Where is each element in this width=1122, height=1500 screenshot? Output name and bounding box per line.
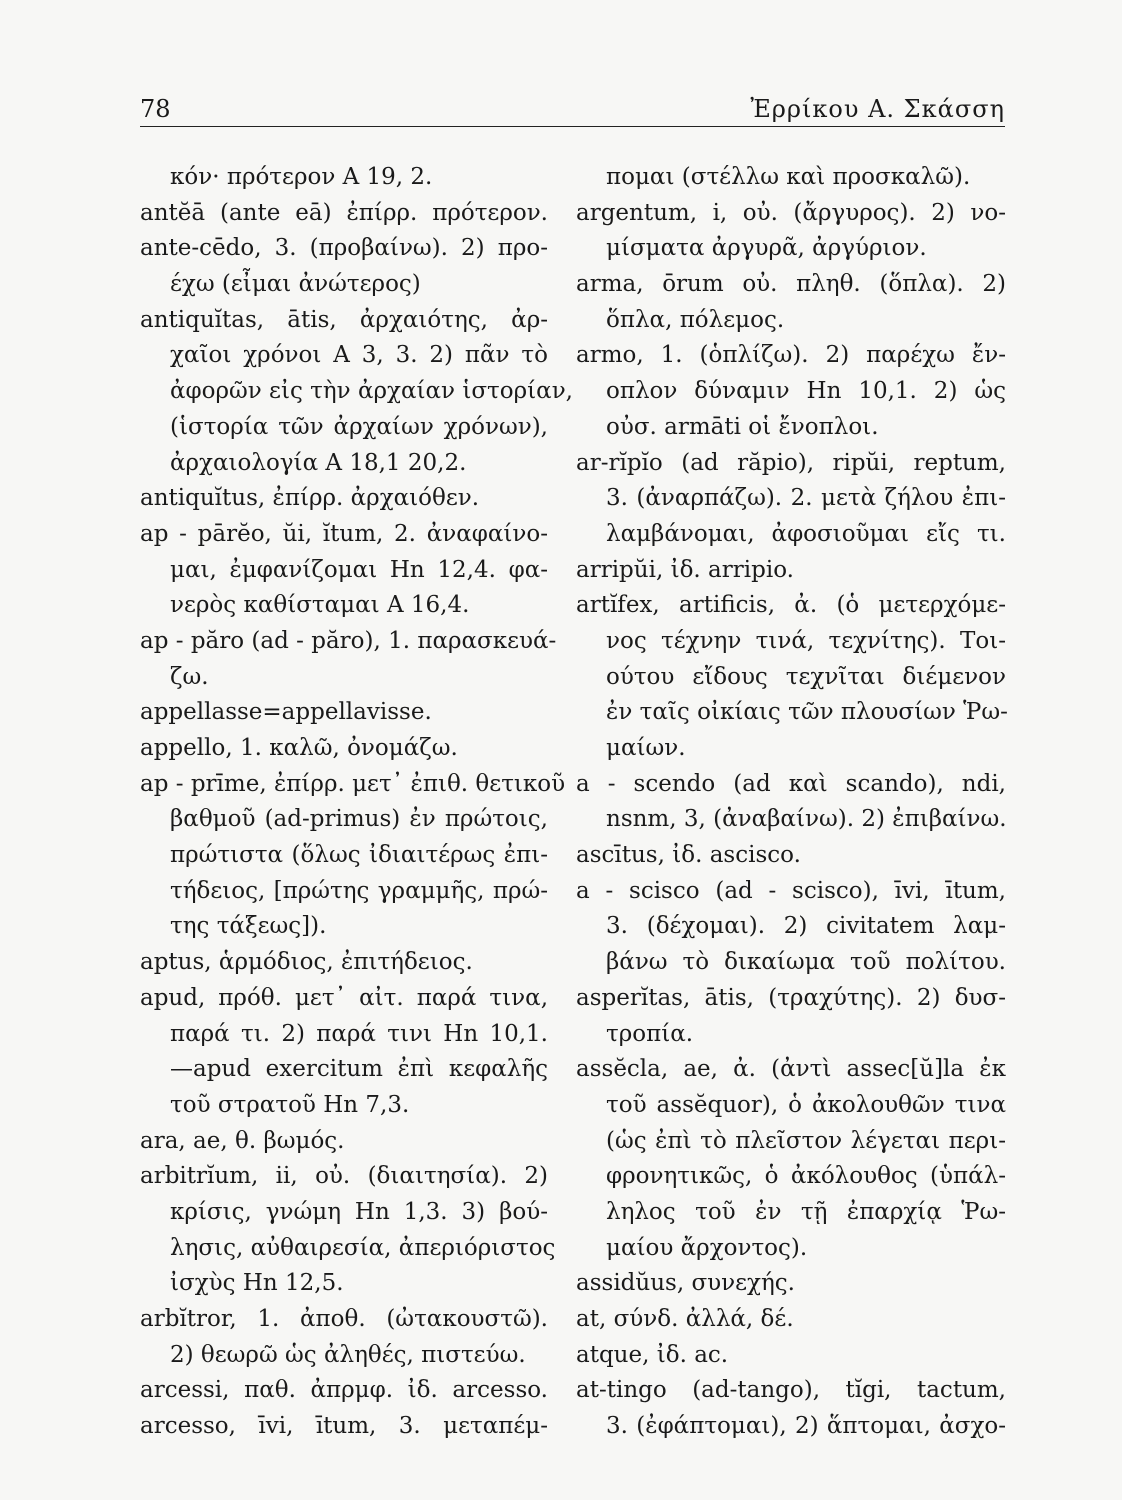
dictionary-line: τοῦ στρατοῦ Ηn 7,3.: [170, 1091, 410, 1118]
dictionary-line: τροπία.: [606, 1020, 694, 1047]
dictionary-line: ἰσχὺς Ηn 12,5.: [170, 1270, 344, 1297]
dictionary-line: της τάξεως]).: [170, 913, 327, 940]
dictionary-line: ap - pārĕo, ŭi, ĭtum, 2. ἀναφαίνο-: [140, 520, 548, 547]
dictionary-line: arcessi, παθ. ἀπρμφ. ἰδ. arcesso.: [140, 1377, 548, 1404]
header-rule: [140, 126, 1005, 127]
dictionary-line: at, σύνδ. ἀλλά, δέ.: [576, 1306, 794, 1332]
dictionary-line: ara, ae, θ. βωμός.: [140, 1127, 345, 1154]
left-column: [140, 160, 573, 1445]
dictionary-line: ούτου εἴδους τεχνῖται διέμενον: [606, 663, 1006, 690]
dictionary-line: arbĭtror, 1. ἀποθ. (ὠτακουστῶ).: [140, 1306, 548, 1332]
dictionary-line: ὅπλα, πόλεμος.: [606, 306, 785, 333]
dictionary-line: armo, 1. (ὁπλίζω). 2) παρέχω ἔν-: [576, 342, 1006, 369]
dictionary-line: ἀρχαιολογία Α 18,1 20,2.: [170, 449, 467, 476]
dictionary-line: λαμβάνομαι, ἀφοσιοῦμαι εἴς τι.: [606, 520, 1006, 547]
dictionary-line: πρώτιστα (ὅλως ἰδιαιτέρως ἐπι-: [170, 842, 548, 869]
dictionary-line: ap - prīme, ἐπίρρ. μετ᾽ ἐπιθ. θετικοῦ: [140, 770, 566, 797]
dictionary-line: appello, 1. καλῶ, ὀνομάζω.: [140, 735, 458, 761]
dictionary-line: aptus, ἁρμόδιος, ἐπιτήδειος.: [140, 949, 473, 976]
dictionary-line: βαθμοῦ (ad-primus) ἐν πρώτοις,: [170, 806, 548, 833]
dictionary-line: artĭfex, artificis, ἀ. (ὁ μετερχόμε-: [576, 592, 1006, 619]
dictionary-line: assĕcla, ae, ἀ. (ἀντὶ assec[ŭ]la ἐκ: [576, 1056, 1006, 1083]
dictionary-line: μίσματα ἀργυρᾶ, ἀργύριον.: [606, 235, 927, 262]
dictionary-line: κόν· πρότερον Α 19, 2.: [170, 164, 433, 190]
dictionary-line: πομαι (στέλλω καὶ προσκαλῶ).: [606, 164, 971, 190]
dictionary-line: μαίων.: [606, 735, 686, 761]
dictionary-line: 2) θεωρῶ ὡς ἀληθές, πιστεύω.: [170, 1341, 526, 1368]
dictionary-line: asperĭtas, ātis, (τραχύτης). 2) δυσ-: [576, 984, 1006, 1011]
dictionary-line: at-tingo (ad-tango), tĭgi, tactum,: [576, 1377, 1006, 1404]
dictionary-line: (ἱστορία τῶν ἀρχαίων χρόνων),: [170, 413, 548, 440]
dictionary-line: antiquĭtus, ἐπίρρ. ἀρχαιόθεν.: [140, 485, 480, 512]
dictionary-line: μαίου ἄρχοντος).: [606, 1234, 808, 1261]
dictionary-line: a - scendo (ad καὶ scando), ndi,: [576, 770, 1006, 797]
dictionary-line: argentum, i, οὐ. (ἄργυρος). 2) νο-: [576, 199, 1006, 226]
dictionary-line: ἐν ταῖς οἰκίαις τῶν πλουσίων Ῥω-: [606, 699, 1008, 726]
dictionary-line: τήδειος, [πρώτης γραμμῆς, πρώ-: [170, 877, 548, 904]
dictionary-line: ante-cēdo, 3. (προβαίνω). 2) προ-: [140, 235, 548, 262]
dictionary-line: nsnm, 3, (ἀναβαίνω). 2) ἐπιβαίνω.: [606, 806, 1007, 833]
dictionary-line: φρονητικῶς, ὁ ἀκόλουθος (ὑπάλ-: [606, 1163, 1006, 1190]
dictionary-line: assidŭus, συνεχής.: [576, 1270, 795, 1297]
dictionary-line: arcesso, īvi, ītum, 3. μεταπέμ-: [140, 1413, 548, 1440]
dictionary-line: λησις, αὐθαιρεσία, ἀπεριόριστος: [170, 1234, 556, 1261]
dictionary-line: παρά τι. 2) παρά τινι Ηn 10,1.: [170, 1020, 548, 1047]
dictionary-line: a - scisco (ad - scisco), īvi, ītum,: [576, 877, 1006, 904]
dictionary-line: ap - păro (ad - păro), 1. παρασκευά-: [140, 627, 557, 654]
dictionary-line: έχω (εἶμαι ἀνώτερος): [170, 271, 421, 298]
dictionary-line: 3. (δέχομαι). 2) civitatem λαμ-: [606, 913, 1006, 940]
dictionary-line: (ὡς ἐπὶ τὸ πλεῖστον λέγεται περι-: [606, 1127, 1006, 1154]
dictionary-line: νερὸς καθίσταμαι Α 16,4.: [170, 592, 470, 619]
dictionary-line: 3. (ἐφάπτομαι), 2) ἅπτομαι, ἀσχο-: [606, 1413, 1006, 1440]
dictionary-line: οὐσ. armāti οἱ ἔνοπλοι.: [606, 413, 879, 440]
dictionary-line: antĕā (ante eā) ἐπίρρ. πρότερον.: [140, 199, 548, 226]
dictionary-line: νος τέχνην τινά, τεχνίτης). Τοι-: [606, 627, 1006, 654]
dictionary-line: ληλος τοῦ ἐν τῇ ἐπαρχίᾳ Ῥω-: [606, 1198, 1006, 1225]
dictionary-line: μαι, ἐμφανίζομαι Ηn 12,4. φα-: [170, 556, 548, 583]
dictionary-line: arripŭi, ἰδ. arripio.: [576, 556, 794, 583]
dictionary-line: apud, πρόθ. μετ᾽ αἰτ. παρά τινα,: [140, 984, 548, 1011]
dictionary-line: arma, ōrum οὐ. πληθ. (ὅπλα). 2): [576, 271, 1006, 298]
dictionary-line: ζω.: [170, 663, 209, 690]
right-column: [576, 160, 1006, 1445]
page-number: 78: [140, 95, 171, 123]
dictionary-line: βάνω τὸ δικαίωμα τοῦ πολίτου.: [606, 949, 1006, 976]
dictionary-line: antiquĭtas, ātis, ἀρχαιότης, ἀρ-: [140, 306, 548, 333]
dictionary-line: ar-rĭpĭo (ad răpio), ripŭi, reptum,: [576, 449, 1006, 476]
dictionary-line: —apud exercitum ἐπὶ κεφαλῆς: [170, 1056, 548, 1083]
dictionary-line: appellasse=appellavisse.: [140, 699, 432, 726]
dictionary-line: χαῖοι χρόνοι Α 3, 3. 2) πᾶν τὸ: [170, 342, 548, 369]
running-head: Ἐρρίκου Α. Σκάσση: [750, 95, 1005, 123]
dictionary-line: ἀφορῶν εἰς τὴν ἀρχαίαν ἱστορίαν,: [170, 378, 573, 405]
dictionary-line: κρίσις, γνώμη Ηn 1,3. 3) βού-: [170, 1198, 548, 1225]
dictionary-line: ascītus, ἰδ. ascisco.: [576, 842, 801, 869]
dictionary-line: atque, ἰδ. ac.: [576, 1341, 729, 1368]
dictionary-line: arbitrĭum, ii, οὐ. (διαιτησία). 2): [140, 1163, 548, 1190]
dictionary-line: 3. (ἀναρπάζω). 2. μετὰ ζήλου ἐπι-: [606, 485, 1006, 512]
page-header: [140, 95, 1005, 125]
dictionary-line: τοῦ assĕquor), ὁ ἀκολουθῶν τινα: [606, 1091, 1006, 1118]
dictionary-line: οπλον δύναμιν Ηn 10,1. 2) ὡς: [606, 378, 1006, 405]
